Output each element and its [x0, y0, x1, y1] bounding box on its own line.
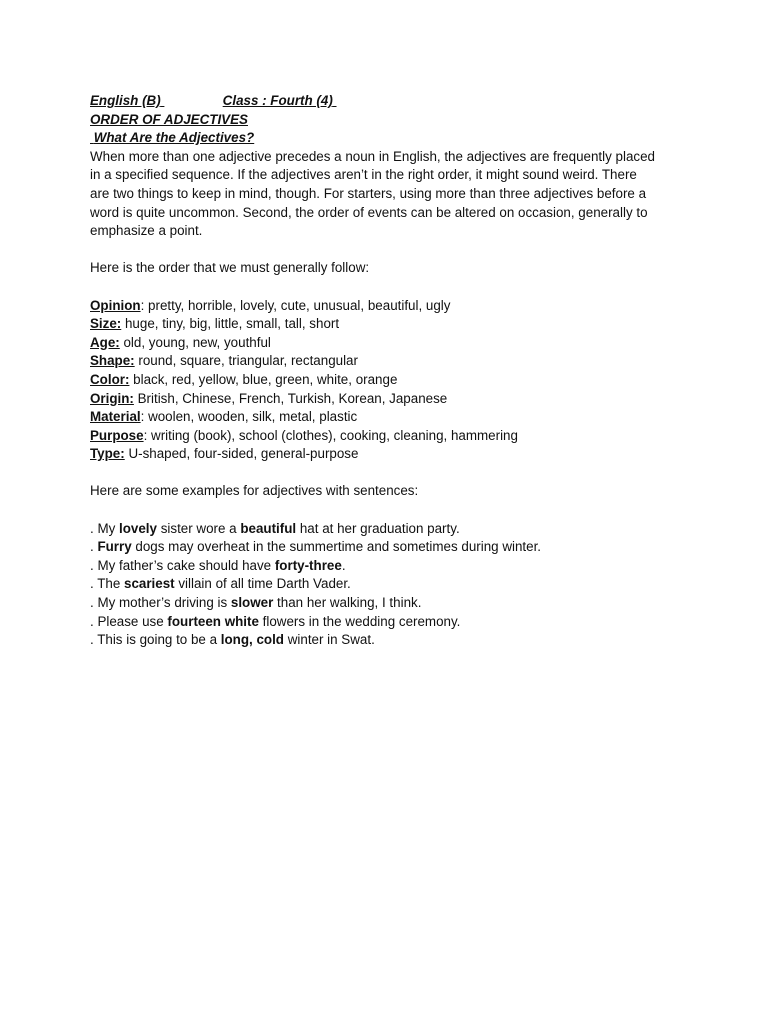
order-values: old, young, new, youthful	[119, 334, 271, 350]
order-values: woolen, wooden, silk, metal, plastic	[144, 409, 358, 425]
example-text: .	[90, 539, 98, 555]
intro-line: word is quite uncommon. Second, the order of events can be altered on occasion, generally to	[90, 204, 648, 220]
order-list	[90, 297, 690, 464]
example-sentence	[90, 575, 690, 594]
example-adjective: fourteen white	[167, 613, 259, 629]
intro-line: in a specified sequence. If the adjectives aren’t in the right order, it might sound weird. There	[90, 167, 637, 183]
example-text: . Please use	[90, 613, 168, 629]
example-text: .	[341, 557, 346, 573]
order-sep: :	[140, 297, 145, 313]
order-intro: Here is the order that we must generally follow:	[90, 260, 370, 276]
example-adjective: slower	[230, 595, 274, 611]
example-sentence	[90, 520, 690, 539]
subject-label: English (B)	[90, 93, 161, 108]
order-values: pretty, horrible, lovely, cute, unusual, beautiful, ugly	[144, 297, 451, 313]
intro-line: When more than one adjective precedes a noun in English, the adjectives are frequently placed	[90, 148, 655, 164]
example-adjective: lovely	[119, 520, 157, 536]
order-item-purpose	[90, 427, 690, 446]
example-adjective: long, cold	[220, 632, 284, 648]
header-gap	[161, 92, 223, 111]
example-text: . My father’s cake should have	[90, 557, 275, 573]
example-text: . My	[90, 520, 120, 536]
order-values: black, red, yellow, blue, green, white, orange	[129, 371, 398, 387]
order-term: Purpose	[90, 427, 144, 443]
example-text: winter in Swat.	[284, 632, 375, 648]
example-adjective: beautiful	[240, 520, 297, 536]
intro-line: emphasize a point.	[90, 223, 203, 239]
example-sentence	[90, 594, 690, 613]
example-sentence	[90, 631, 690, 650]
order-item-material	[90, 408, 690, 427]
document-page	[90, 92, 690, 650]
spacer	[90, 464, 690, 483]
subtitle-text: What Are the Adjectives?	[93, 130, 255, 146]
example-text: than her walking, I think.	[273, 595, 422, 611]
example-text: . My mother’s driving is	[90, 595, 231, 611]
order-values: huge, tiny, big, little, small, tall, short	[121, 316, 340, 332]
order-item-size	[90, 315, 690, 334]
spacer	[90, 501, 690, 520]
order-sep: :	[143, 427, 148, 443]
order-term: Color:	[90, 371, 130, 387]
order-item-color	[90, 371, 690, 390]
class-label: Class : Fourth (4)	[222, 93, 333, 108]
order-item-age	[90, 334, 690, 353]
example-adjective: scariest	[124, 576, 175, 592]
order-term: Origin:	[90, 390, 134, 406]
order-values: writing (book), school (clothes), cooking, cleaning, hammering	[147, 427, 518, 443]
order-item-opinion	[90, 297, 690, 316]
order-term: Material	[90, 409, 141, 425]
order-item-origin	[90, 390, 690, 409]
example-sentence	[90, 613, 690, 632]
order-term: Size:	[90, 316, 122, 332]
spacer	[90, 278, 690, 297]
spacer	[90, 241, 690, 260]
example-sentence	[90, 538, 690, 557]
order-term: Type:	[90, 446, 125, 462]
header-line	[90, 92, 690, 111]
order-values: U-shaped, four-sided, general-purpose	[124, 446, 359, 462]
document-title: ORDER OF ADJECTIVES	[90, 111, 248, 127]
example-text: sister wore a	[156, 520, 241, 536]
example-text: dogs may overheat in the summertime and sometimes during winter.	[131, 539, 542, 555]
example-text: hat at her graduation party.	[296, 520, 460, 536]
example-text: . This is going to be a	[90, 632, 221, 648]
document-subtitle	[90, 129, 690, 148]
intro-line: are two things to keep in mind, though. For starters, using more than three adjectives before a	[90, 185, 647, 201]
order-item-type	[90, 445, 690, 464]
example-text: villain of all time Darth Vader.	[174, 576, 351, 592]
order-term: Shape:	[90, 353, 135, 369]
examples-intro: Here are some examples for adjectives with sentences:	[90, 483, 419, 499]
example-text: . The	[90, 576, 124, 592]
order-sep: :	[140, 409, 145, 425]
intro-paragraph	[90, 148, 690, 241]
example-adjective: forty-three	[274, 557, 342, 573]
order-term: Opinion	[90, 297, 141, 313]
example-text: flowers in the wedding ceremony.	[258, 613, 461, 629]
example-adjective: Furry	[97, 539, 132, 555]
order-values: round, square, triangular, rectangular	[134, 353, 358, 369]
order-term: Age:	[90, 334, 120, 350]
order-item-shape	[90, 352, 690, 371]
examples-list	[90, 520, 690, 650]
order-values: British, Chinese, French, Turkish, Korean, Japanese	[133, 390, 448, 406]
example-sentence	[90, 557, 690, 576]
